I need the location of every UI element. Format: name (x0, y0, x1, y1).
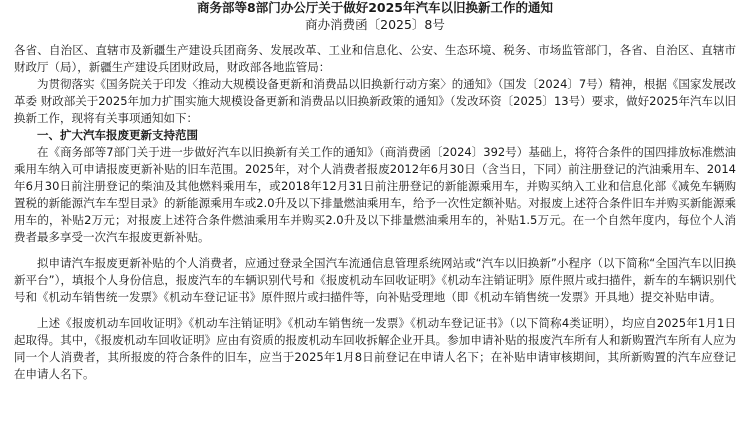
spacer (14, 246, 736, 255)
spacer (14, 33, 736, 42)
spacer (14, 306, 736, 315)
intro-paragraph: 为贯彻落实《国务院关于印发〈推动大规模设备更新和消费品以旧换新行动方案〉的通知》（国发〔2024〕7号）精神，根据《国家发展改革委 财政部关于2025年加力扩围实施大规模设备更新和消费品以旧换新政策的通知》（发改环资〔2025〕13号）要求，做好2025年汽车以旧换新工作，现将有关事项通知如下： (14, 77, 736, 125)
document-number: 商办消费函〔2025〕8号 (305, 17, 445, 32)
paragraph-1: 在《商务部等7部门关于进一步做好汽车以旧换新有关工作的通知》（商消费函〔2024〕392号）基础上，将符合条件的国四排放标准燃油乘用车纳入可申请报废更新补贴的旧车范围。2025年，对个人消费者报废2012年6月30日（含当日，下同）前注册登记的汽油乘用车、2014年6月30日前注册登记的柴油及其他燃料乘用车，或2018年12月31日前注册登记的新能源乘用车，并购买纳入工业和信息化部《减免车辆购置税的新能源汽车车型目录》的新能源乘用车或2.0升及以下排量燃油乘用车，给予一次性定额补贴。对报废上述符合条件旧车并购买新能源乘用车的，补贴2万元；对报废上述符合条件燃油乘用车并购买2.0升及以下排量燃油乘用车的，补贴1.5万元。在一个自然年度内，每位个人消费者最多享受一次汽车报废更新补贴。 (14, 145, 736, 244)
addressee: 各省、自治区、直辖市及新疆生产建设兵团商务、发展改革、工业和信息化、公安、生态环境、税务、市场监管部门，各省、自治区、直辖市财政厅（局），新疆生产建设兵团财政局，财政部各地监管局： (14, 43, 736, 74)
paragraph-2: 拟申请汽车报废更新补贴的个人消费者，应通过登录全国汽车流通信息管理系统网站或“汽车以旧换新”小程序（以下简称“全国汽车以旧换新平台”），填报个人身份信息，报废汽车的车辆识别代号和《报废机动车回收证明》《机动车注销证明》原件照片或扫描件，新车的车辆识别代号和《机动车销售统一发票》《机动车登记证书》原件照片或扫描件等，向补贴受理地（即《机动车销售统一发票》开具地）提交补贴申请。 (14, 256, 736, 304)
document-title: 商务部等8部门办公厅关于做好2025年汽车以旧换新工作的通知 (197, 0, 553, 15)
section-heading: 一、扩大汽车报废更新支持范围 (37, 128, 198, 142)
paragraph-3: 上述《报废机动车回收证明》《机动车注销证明》《机动车销售统一发票》《机动车登记证书》（以下简称4类证明），均应自2025年1月1日起取得。其中，《报废机动车回收证明》应由有资质的报废机动车回收拆解企业开具。参加申请补贴的报废汽车所有人和新购置汽车所有人应为同一个人消费者，其所报废的符合条件的旧车，应当于2025年1月8日前登记在申请人名下；在补贴申请审核期间，其所新购置的汽车应登记在申请人名下。 (14, 316, 736, 381)
